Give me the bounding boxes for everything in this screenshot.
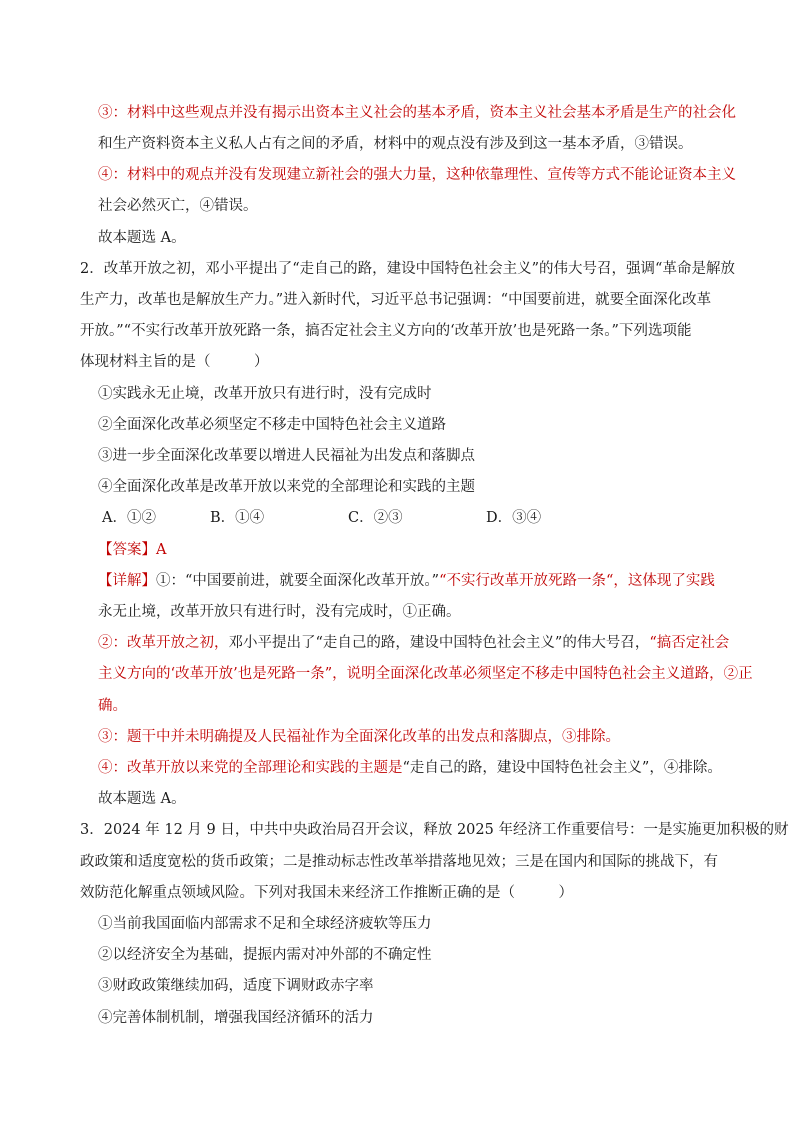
answer-line	[98, 540, 738, 560]
statement-item: ①当前我国面临内部需求不足和全球经济疲软等压力	[98, 916, 432, 932]
question-stem: 开放。”“不实行改革开放死路一条，搞否定社会主义方向的‘改革开放’也是死路一条。”下列选项能	[80, 323, 692, 339]
statement-item: ③进一步全面深化改革要以增进人民福祉为出发点和落脚点	[98, 448, 475, 464]
question-stem: 2．改革开放之初，邓小平提出了“走自己的路，建设中国特色社会主义”的伟大号召，强调“革命是解放	[80, 261, 735, 277]
statement-item: ④完善体制机制，增强我国经济循环的活力	[98, 1010, 374, 1026]
option-a: A．①②	[102, 510, 156, 526]
detail-line: 确。	[98, 698, 127, 714]
detail-text-highlight: “搞否定社会	[649, 635, 730, 651]
detail-line: 永无止境，改革开放只有进行时，没有完成时，①正确。	[98, 604, 461, 620]
detail-line	[98, 633, 738, 653]
detail-text-highlight: ④：改革开放以来党的全部理论和实践的主题是	[98, 760, 403, 776]
detail-text: ①：“中国要前进，就要全面深化改革开放。”	[156, 573, 440, 589]
analysis-line: ③：材料中这些观点并没有揭示出资本主义社会的基本矛盾，资本主义社会基本矛盾是生产的社会化	[98, 105, 736, 121]
option-d: D．③④	[486, 510, 542, 526]
detail-text-highlight: “不实行改革开放死路一条“，这体现了实践	[439, 573, 715, 589]
question-stem: 体现材料主旨的是（ ）	[80, 354, 269, 370]
detail-line: 主义方向的‘改革开放’也是死路一条”，说明全面深化改革必须坚定不移走中国特色社会主义道路，②正	[98, 666, 753, 682]
detail-text-highlight: ②：改革开放之初，	[98, 635, 229, 651]
detail-text: “走自己的路，建设中国特色社会主义”，④排除。	[402, 760, 722, 776]
detail-text: 邓小平提出了“走自己的路，建设中国特色社会主义”的伟大号召，	[228, 635, 650, 651]
detail-label: 【详解】	[98, 573, 156, 589]
option-b: B．①④	[210, 510, 265, 526]
question-stem: 生产力，改革也是解放生产力。”进入新时代，习近平总书记强调：“中国要前进，就要全面深化改革	[80, 292, 712, 308]
analysis-line: 和生产资料资本主义私人占有之间的矛盾，材料中的观点没有涉及到这一基本矛盾，③错误。	[98, 136, 693, 152]
detail-line: ③：题干中并未明确提及人民福祉作为全面深化改革的出发点和落脚点，③排除。	[98, 729, 620, 745]
answer-value: A	[156, 542, 167, 558]
detail-line	[98, 758, 738, 778]
statement-item: ②以经济安全为基础，提振内需对冲外部的不确定性	[98, 947, 432, 963]
statement-item: ②全面深化改革必须坚定不移走中国特色社会主义道路	[98, 417, 446, 433]
question-stem: 效防范化解重点领域风险。下列对我国未来经济工作推断正确的是（ ）	[80, 885, 573, 901]
statement-item: ③财政政策继续加码，适度下调财政赤字率	[98, 978, 374, 994]
option-c: C．②③	[348, 510, 403, 526]
analysis-line: 社会必然灭亡，④错误。	[98, 198, 258, 214]
conclusion-line: 故本题选 A。	[98, 791, 186, 807]
question-stem: 政政策和适度宽松的货币政策；二是推动标志性改革举措落地见效；三是在国内和国际的挑战下，有	[80, 854, 718, 870]
statement-item: ④全面深化改革是改革开放以来党的全部理论和实践的主题	[98, 479, 475, 495]
detail-line	[98, 571, 738, 591]
answer-label: 【答案】	[98, 542, 156, 558]
statement-item: ①实践永无止境，改革开放只有进行时，没有完成时	[98, 386, 432, 402]
conclusion-line: 故本题选 A。	[98, 230, 186, 246]
analysis-line: ④：材料中的观点并没有发现建立新社会的强大力量，这种依靠理性、宣传等方式不能论证资本主义	[98, 167, 736, 183]
question-stem: 3．2024 年 12 月 9 日，中共中央政治局召开会议，释放 2025 年经济工作重要信号：一是实施更加积极的财	[80, 822, 789, 838]
